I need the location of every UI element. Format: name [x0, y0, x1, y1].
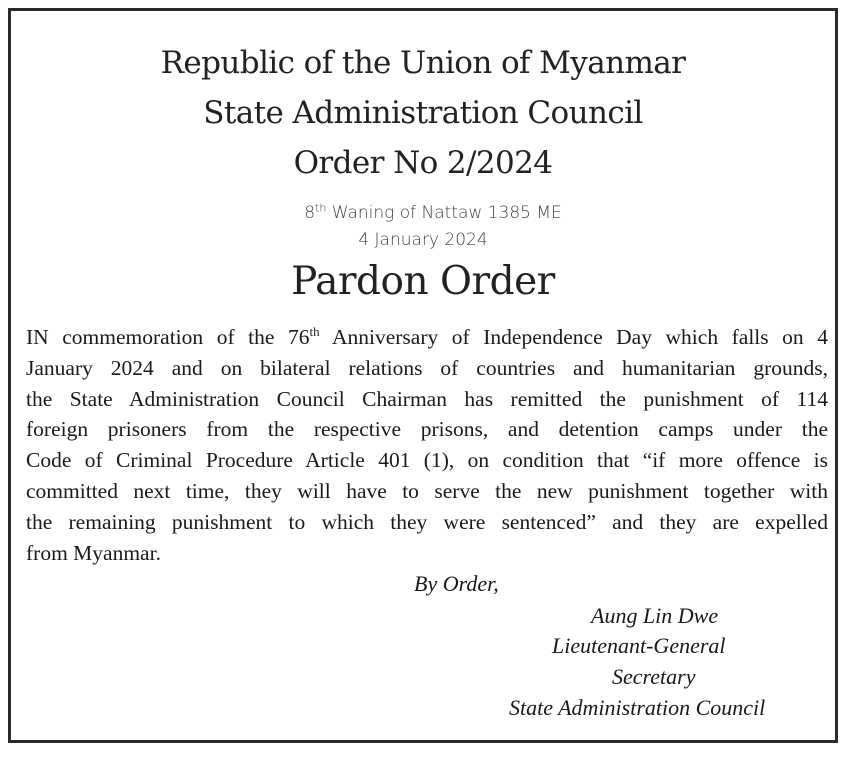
body-line-8: from Myanmar.	[26, 540, 161, 565]
signatory-organization: State Administration Council	[509, 695, 766, 720]
body-line-3: the State Administration Council Chairman has remitted the punishment of 114	[26, 386, 828, 411]
order-body	[26, 322, 828, 568]
body-line-1-sup: th	[309, 323, 320, 339]
gregorian-date: 4 January 2024	[358, 230, 488, 250]
body-line-1-b: Anniversary of Independence Day which falls on 4	[319, 325, 828, 349]
body-line-7: the remaining punishment to which they were sentenced” and they are expelled	[26, 509, 828, 534]
signatory-rank: Lieutenant-General	[552, 633, 726, 658]
body-line-5: Code of Criminal Procedure Article 401 (1), on condition that “if more offence is	[26, 448, 828, 473]
myanmar-date	[21, 203, 845, 223]
signatory-position: Secretary	[612, 664, 696, 689]
myanmar-date-suffix: th	[315, 201, 327, 215]
body-line-1-a: IN commemoration of the 76	[26, 325, 310, 349]
by-order: By Order,	[414, 571, 499, 596]
order-number: Order No 2/2024	[293, 145, 553, 181]
myanmar-date-day: 8	[304, 203, 316, 223]
signatory-name: Aung Lin Dwe	[591, 603, 719, 628]
body-line-2: January 2024 and on bilateral relations of countries and humanitarian grounds,	[26, 355, 828, 380]
header-council: State Administration Council	[203, 95, 643, 131]
myanmar-date-rest: Waning of Nattaw 1385 ME	[326, 203, 562, 223]
order-title: Pardon Order	[291, 259, 555, 304]
body-line-4: foreign prisoners from the respective prisons, and detention camps under the	[26, 417, 828, 442]
body-line-6: committed next time, they will have to serve the new punishment together with	[26, 478, 828, 503]
header-country: Republic of the Union of Myanmar	[160, 45, 686, 81]
body-line-1	[26, 322, 828, 353]
